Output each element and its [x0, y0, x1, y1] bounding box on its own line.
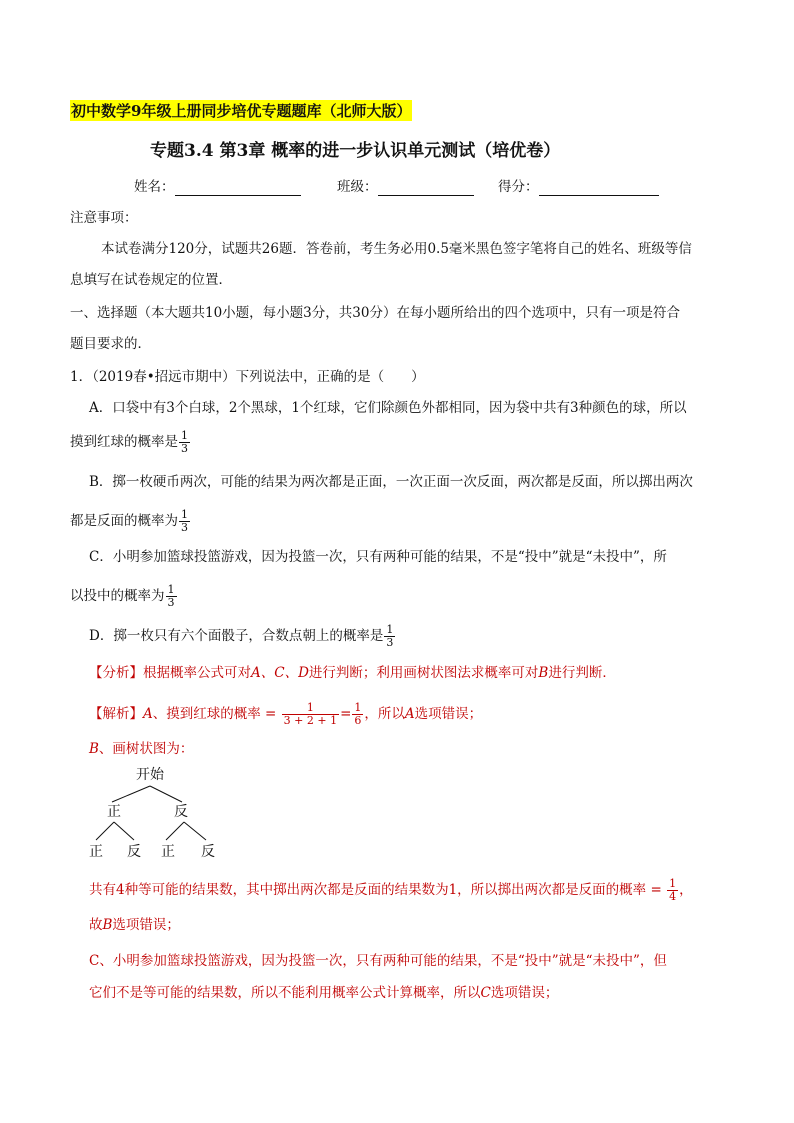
notes-line-1: 本试卷满分120分，试题共26题．答卷前，考生务必用0.5毫米黑色签字笔将自己的姓名、班级等信: [101, 241, 692, 257]
solution-tag: 【解析】: [89, 706, 143, 722]
tree-edge: [96, 822, 114, 840]
option-c-text: 以投中的概率为: [70, 588, 165, 604]
option-a-line-1: A．口袋中有3个白球，2个黑球，1个红球，它们除颜色外都相同，因为袋中共有3种颜色的球，所以: [89, 400, 687, 416]
question-1-stem: 1．（2019春•招远市期中）下列说法中，正确的是（ ）: [70, 369, 425, 385]
series-header: 初中数学9年级上册同步培优专题题库（北师大版）: [71, 102, 412, 120]
solution-count-line: 共有4种等可能的结果数，其中掷出两次都是反面的结果数为1，所以掷出两次都是反面的概率 = $\frac{1}{4}$ ，: [89, 877, 693, 903]
tree-edge: [114, 822, 134, 840]
fraction-one-sixth: $\frac{1}{6}$: [354, 701, 362, 727]
name-blank[interactable]: [175, 181, 301, 196]
tree-edge: [184, 822, 206, 840]
tree-edge: [150, 786, 182, 802]
option-d-text: D．掷一枚只有六个面骰子，合数点朝上的概率是: [89, 628, 384, 644]
page-title: 专题3.4 第3章 概率的进一步认识单元测试（培优卷）: [150, 141, 561, 161]
tree-root-label: 开始: [136, 767, 164, 783]
score-field: [498, 178, 659, 196]
solution-b-conclusion: 故B选项错误；: [89, 917, 180, 933]
analysis-line: 【分析】根据概率公式可对A、C、D进行判断；利用画树状图法求概率可对B进行判断．: [89, 665, 616, 681]
option-c-line-1: C．小明参加篮球投篮游戏，因为投篮一次，只有两种可能的结果，不是“投中”就是“未投中”，所: [89, 549, 667, 565]
name-label: 姓名：: [134, 179, 175, 195]
section-1-line-1: 一、选择题（本大题共10小题，每小题3分，共30分）在每小题所给出的四个选项中，只有一项是符合: [70, 305, 680, 321]
tree-l1-label: 反: [174, 804, 188, 820]
tree-l2-label: 正: [89, 844, 103, 860]
option-b-text: 都是反面的概率为: [70, 513, 178, 529]
option-b-line-1: B．掷一枚硬币两次，可能的结果为两次都是正面，一次正面一次反面，两次都是反面，所以掷出两次: [89, 474, 693, 490]
tree-l2-label: 反: [201, 844, 215, 860]
fraction-one-fourth: $\frac{1}{4}$: [669, 877, 677, 903]
tree-edge: [166, 822, 184, 840]
solution-line-b: B、画树状图为：: [89, 741, 194, 757]
tree-diagram: [80, 760, 230, 864]
fraction-one-third: $\frac{1}{3}$: [167, 583, 175, 609]
tree-edge: [112, 786, 150, 802]
option-d-line: [89, 624, 396, 649]
notes-line-2: 息填写在试卷规定的位置．: [70, 272, 232, 288]
option-a-line-2: [70, 430, 191, 455]
solution-c-line-1: C、小明参加篮球投篮游戏，因为投篮一次，只有两种可能的结果，不是“投中”就是“未投中”，但: [89, 953, 667, 969]
option-a-text: 摸到红球的概率是: [70, 434, 178, 450]
name-field: [134, 178, 301, 196]
class-label: 班级：: [337, 179, 378, 195]
analysis-tag: 【分析】: [89, 665, 143, 681]
solution-line-a: 【解析】A、摸到红球的概率 = $\frac{1}{3 + 2 + 1}$ = $\frac{1}{6}$ ，所以A选项错误；: [89, 701, 483, 727]
option-c-line-2: [70, 584, 178, 609]
fraction-one-over-sum: $\frac{1}{3 + 2 + 1}$: [283, 701, 338, 727]
option-b-line-2: [70, 509, 191, 534]
tree-l1-label: 正: [107, 804, 121, 820]
score-blank[interactable]: [539, 181, 659, 196]
class-blank[interactable]: [378, 181, 474, 196]
solution-c-line-2: 它们不是等可能的结果数，所以不能利用概率公式计算概率，所以C选项错误；: [89, 985, 559, 1001]
score-label: 得分：: [498, 179, 539, 195]
fraction-one-third: $\frac{1}{3}$: [181, 508, 188, 534]
fraction-one-third: $\frac{1}{3}$: [386, 623, 394, 649]
tree-l2-label: 正: [161, 844, 175, 860]
notes-heading: 注意事项：: [70, 210, 138, 226]
tree-l2-label: 反: [127, 844, 141, 860]
fraction-one-third: $\frac{1}{3}$: [181, 429, 188, 455]
class-field: [337, 178, 474, 196]
section-1-line-2: 题目要求的．: [70, 336, 151, 352]
